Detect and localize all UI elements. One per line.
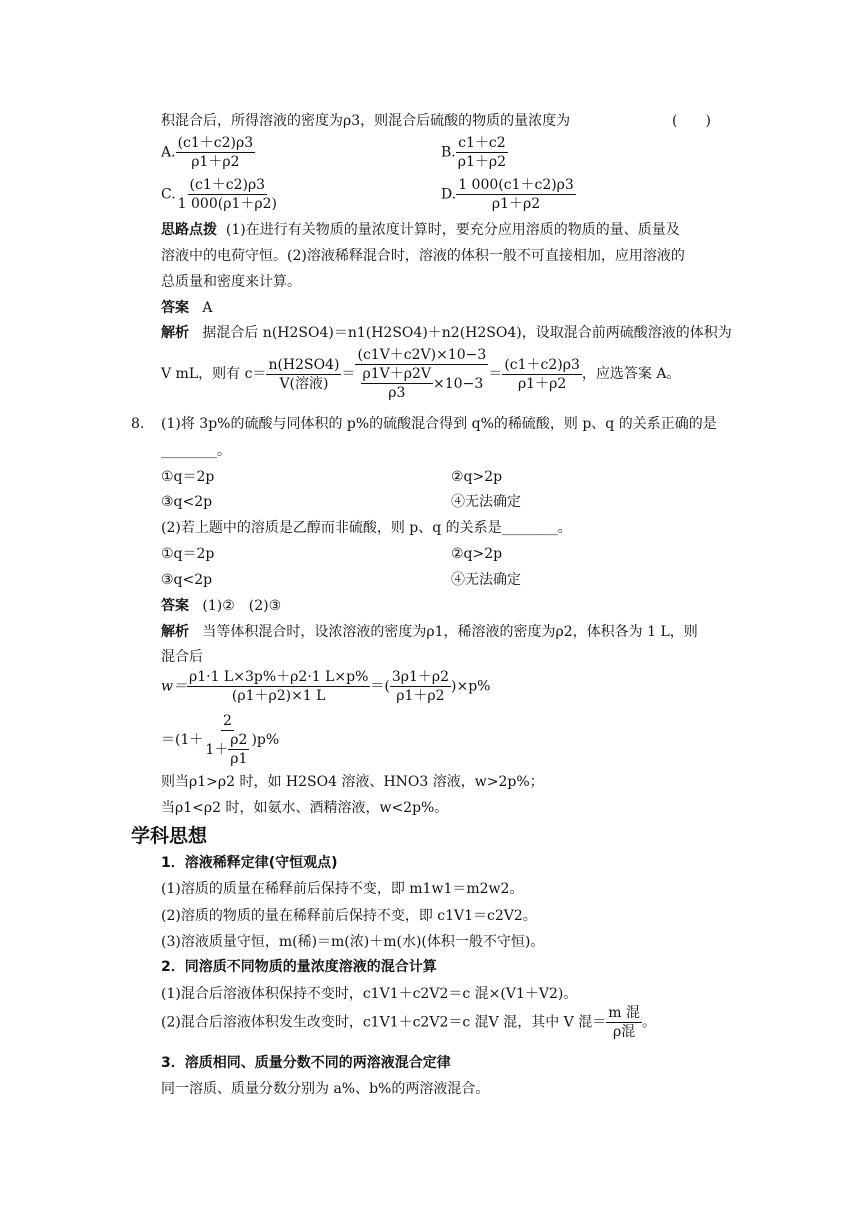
- q7-formula-fraction-3: $\frac{(c1+c2)\rho 3}{\rho 1+\rho 2}$: [504, 356, 580, 392]
- q8-w-formula-2: ＝(1＋ 2 1＋ $\frac{\rho 2}{\rho 1}$ )p%: [161, 713, 280, 767]
- q8-part1-option: ①q＝2p: [161, 469, 215, 485]
- q8-answer: 答案 (1)② (2)③: [161, 598, 282, 614]
- q8-part1-option: ④无法确定: [451, 494, 521, 510]
- q7-answer-paren: ( ): [672, 113, 711, 129]
- q7-stem-line: 积混合后，所得溶液的密度为ρ3，则混合后硫酸的物质的量浓度为: [161, 113, 571, 129]
- section-1-line2: (2)溶质的物质的量在稀释前后保持不变，即 c1V1＝c2V2。: [161, 908, 537, 924]
- q7-option-b-fraction: $\frac{c1+c2}{\rho 1+\rho 2}$: [457, 135, 507, 170]
- section-2-fraction: $\frac{\text{m 混}}{\text{ρ混}}$: [608, 1005, 640, 1040]
- q8-part2-option: ④无法确定: [451, 572, 521, 588]
- q8-part2-option: ②q>2p: [451, 546, 503, 562]
- section-title: 学科思想: [131, 825, 208, 847]
- section-3-line1: 同一溶质、质量分数分别为 a%、b%的两溶液混合。: [161, 1081, 490, 1097]
- q8-part1-line1: (1)将 3p%的硫酸与同体积的 p%的硫酸混合得到 q%的稀硫酸，则 p、q 的关系正确的是: [161, 416, 717, 432]
- q8-part1-blank: ________。: [161, 443, 231, 459]
- section-2-line2: (2)混合后溶液体积发生改变时，c1V1＋c2V2＝c 混V 混，其中 V 混＝ $\frac{\text{m 混}}{\text{ρ混}}$ 。: [161, 1005, 656, 1040]
- section-heading-1: 1．溶液稀释定律(守恒观点): [161, 855, 338, 871]
- q7-option-a: A. $\frac{(c1+c2)\rho 3}{\rho 1+\rho 2}$: [161, 135, 254, 170]
- q7-option-a-fraction: $\frac{(c1+c2)\rho 3}{\rho 1+\rho 2}$: [177, 135, 254, 170]
- q7-analysis-formula: V mL，则有 c＝ $\frac{n(H2SO4)}{\text{V(溶液)}}$ ＝ (c1V＋c2V)×10−3 $\frac{\rho 1V+\rho 2V}{\rho 3}$ ×10−3 ＝ $\frac{(c1+c2)\rho 3}{\rho 1+\rho 2}$ ，应选答案 A。: [161, 347, 681, 401]
- q7-option-d: D. $\frac{1 000(c1+c2)\rho 3}{\rho 1+\rho 2}$: [441, 177, 574, 212]
- q8-case1: 则当ρ1>ρ2 时，如 H2SO4 溶液、HNO3 溶液，w>2p%；: [161, 774, 544, 790]
- section-1-line1: (1)溶质的质量在稀释前后保持不变，即 m1w1＝m2w2。: [161, 881, 524, 897]
- q7-hint-line3: 总质量和密度来计算。: [161, 274, 301, 290]
- q8-analysis-line1: 解析 当等体积混合时，设浓溶液的密度为ρ1，稀溶液的密度为ρ2，体积各为 1 L，则: [161, 624, 698, 640]
- q8-part1-option: ②q>2p: [451, 469, 503, 485]
- q8-number: 8.: [131, 416, 145, 432]
- q8-w-fraction-2: $\frac{3\rho 1+\rho 2}{\rho 1+\rho 2}$: [391, 669, 450, 704]
- q8-w-formula-1: w＝ $\frac{\rho 1\cdot 1 L\times 3p\%+\rho 2\cdot 1 L\times p\%}{(\rho 1+\rho 2)\times 1 L}$ ＝( $\frac{3\rho 1+\rho 2}{\rho 1+\rho 2}$ )×p%: [161, 669, 491, 704]
- section-1-line3: (3)溶液质量守恒，m(稀)＝m(浓)＋m(水)(体积一般不守恒)。: [161, 934, 545, 950]
- q7-option-d-fraction: $\frac{1 000(c1+c2)\rho 3}{\rho 1+\rho 2}$: [458, 177, 574, 212]
- section-heading-2: 2．同溶质不同物质的量浓度溶液的混合计算: [161, 959, 437, 975]
- q8-part2-option: ③q<2p: [161, 572, 213, 588]
- q7-hint-line2: 溶液中的电荷守恒。(2)溶液稀释混合时，溶液的体积一般不可直接相加，应用溶液的: [161, 248, 685, 264]
- q7-formula-fraction-2: (c1V＋c2V)×10−3 $\frac{\rho 1V+\rho 2V}{\rho 3}$ ×10−3: [357, 347, 487, 401]
- q7-hint-line1: 思路点拨 (1)在进行有关物质的量浓度计算时，要充分应用溶质的物质的量、质量及: [161, 222, 680, 238]
- q7-answer: 答案 A: [161, 300, 213, 316]
- q8-part1-option: ③q<2p: [161, 494, 213, 510]
- q7-formula-fraction-1: $\frac{n(H2SO4)}{\text{V(溶液)}}$: [268, 356, 340, 392]
- q7-option-c-fraction: $\frac{(c1+c2)\rho 3}{1 000(\rho 1+\rho 2)}$: [177, 177, 277, 212]
- section-2-line1: (1)混合后溶液体积保持不变时，c1V1＋c2V2＝c 混×(V1＋V2)。: [161, 986, 578, 1002]
- q7-analysis-line1: 解析 据混合后 n(H2SO4)＝n1(H2SO4)＋n2(H2SO4)，设取混合前两硫酸溶液的体积为: [161, 325, 732, 341]
- q7-option-c: C. $\frac{(c1+c2)\rho 3}{1 000(\rho 1+\rho 2)}$: [161, 177, 277, 212]
- q8-part2-line: (2)若上题中的溶质是乙醇而非硫酸，则 p、q 的关系是________。: [161, 520, 572, 536]
- q8-analysis-line2: 混合后: [161, 649, 203, 665]
- q8-w-fraction-3: 2 1＋ $\frac{\rho 2}{\rho 1}$: [205, 713, 248, 767]
- q7-option-b: B. $\frac{c1+c2}{\rho 1+\rho 2}$: [441, 135, 507, 170]
- q8-part2-option: ①q＝2p: [161, 546, 215, 562]
- q7-answer-label: 答案: [161, 300, 189, 316]
- q8-analysis-label: 解析: [161, 624, 189, 640]
- q7-hint-label: 思路点拨: [161, 222, 217, 238]
- q8-case2: 当ρ1<ρ2 时，如氨水、酒精溶液，w<2p%。: [161, 800, 449, 816]
- section-heading-3: 3．溶质相同、质量分数不同的两溶液混合定律: [161, 1055, 451, 1071]
- q8-w-fraction-1: $\frac{\rho 1\cdot 1 L\times 3p\%+\rho 2\cdot 1 L\times p\%}{(\rho 1+\rho 2)\times 1 L}$: [188, 669, 369, 704]
- q8-answer-label: 答案: [161, 598, 189, 614]
- q7-analysis-label: 解析: [161, 325, 189, 341]
